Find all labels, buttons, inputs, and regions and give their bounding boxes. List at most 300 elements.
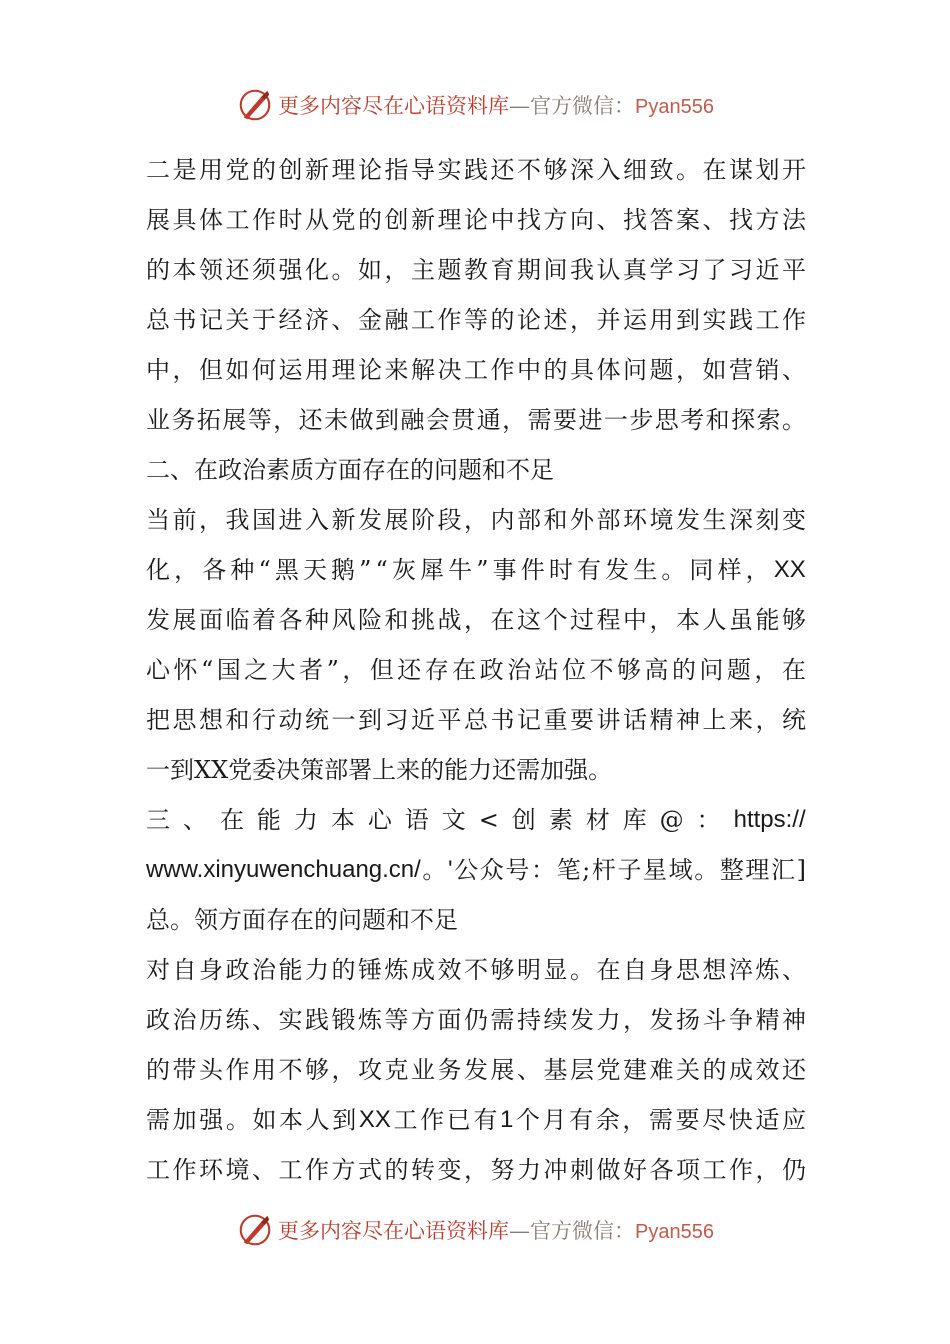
glyph: 找 [729,206,753,234]
glyph: 。 [694,856,719,884]
glyph: 入 [305,506,329,534]
glyph: 近 [411,706,435,734]
glyph: 在 [596,956,621,984]
glyph: 如 [252,1106,277,1134]
glyph: 展 [384,506,409,534]
glyph: 灰 [391,556,416,584]
glyph: 锤 [358,956,382,984]
glyph: 关 [676,1056,700,1084]
glyph: 犀 [420,556,445,584]
glyph: 和 [225,706,250,734]
glyph: 。 [422,856,447,884]
glyph: 创 [511,806,536,834]
glyph: 不 [589,656,614,684]
glyph: 部 [517,506,541,534]
glyph: 够 [543,156,568,184]
glyph: 运 [278,356,303,384]
glyph: 、 [517,1056,541,1084]
glyph: 创 [384,206,409,234]
glyph: 治 [507,656,532,684]
glyph: 深 [729,506,753,534]
glyph: 锻 [331,1006,356,1034]
glyph: 材 [585,806,610,834]
glyph: 身 [199,956,223,984]
glyph: 题 [649,356,674,384]
glyph: 具 [570,356,594,384]
glyph: 问 [623,356,647,384]
glyph: 有 [569,1106,594,1134]
glyph: 还 [490,156,515,184]
pen-nib-circle-icon [236,86,274,124]
glyph: 号 [505,856,530,884]
glyph: 中 [623,606,647,634]
glyph: 具 [172,206,197,234]
paragraph-line [146,545,806,595]
glyph: 一 [603,406,628,434]
glyph: 成 [411,956,435,984]
glyph: 理 [745,856,770,884]
glyph: 炼 [358,1006,382,1034]
glyph: 政 [146,1006,170,1034]
glyph: 用 [305,356,329,384]
glyph: 作 [172,1156,197,1184]
glyph: 作 [782,306,806,334]
glyph: 论 [517,306,541,334]
glyph: 外 [570,506,594,534]
glyph: 治 [252,956,276,984]
paragraph-line [146,595,806,645]
glyph: 会 [425,406,450,434]
glyph: 何 [252,356,276,384]
glyph: 记 [199,306,223,334]
glyph: 间 [543,256,568,284]
glyph: 风 [331,606,356,634]
glyph: 践 [305,1006,329,1034]
section-heading: 二、在政治素质方面存在的问题和不足 [146,456,554,484]
glyph: 业 [411,1056,435,1084]
glyph: 怀 [173,656,198,684]
glyph: 挑 [411,606,435,634]
glyph: 题 [437,256,462,284]
glyph: 。 [331,256,356,284]
glyph: 时 [278,206,303,234]
glyph: 展 [172,606,197,634]
glyph: “ [200,656,214,684]
glyph: 存 [424,656,449,684]
glyph: 发 [464,1056,488,1084]
glyph: 实 [702,306,727,334]
glyph: 须 [252,256,276,284]
glyph: 的 [671,656,696,684]
glyph: 融 [384,306,409,334]
paragraph-line [146,495,806,545]
glyph: 入 [596,156,621,184]
glyph: 环 [199,1156,223,1184]
glyph: 境 [649,506,674,534]
glyph: 问 [699,656,724,684]
glyph: 题 [726,656,751,684]
glyph: 细 [623,156,647,184]
glyph: 冲 [543,1156,568,1184]
glyph: 层 [570,1056,594,1084]
glyph: 种 [230,556,255,584]
paragraph-line [146,695,806,745]
glyph: 理 [331,156,356,184]
glyph: 有 [473,1106,498,1134]
glyph: 和 [705,406,730,434]
paragraph-line [146,195,806,245]
glyph: 发 [146,606,170,634]
glyph: 不 [278,1056,303,1084]
glyph: 平 [437,706,462,734]
glyph: 虽 [729,606,753,634]
glyph: ， [199,506,223,534]
glyph: 论 [358,156,382,184]
glyph: 记 [517,706,541,734]
glyph: ， [464,1156,488,1184]
glyph: 、 [252,1156,276,1184]
glyph: 转 [411,1156,435,1184]
glyph: 神 [676,706,700,734]
glyph: 需 [648,1106,673,1134]
glyph: 、 [596,206,621,234]
glyph: 、 [252,1006,276,1034]
glyph: https:// [733,806,806,833]
glyph: 强 [278,256,303,284]
glyph: 难 [649,1056,674,1084]
banner-text: 更多内容尽在心语资料库—官方微信：Pyan556 [278,1219,714,1243]
glyph: 对 [146,956,170,984]
glyph: 融 [400,406,425,434]
glyph: ， [172,356,197,384]
glyph: 。 [676,156,700,184]
glyph: 化 [146,556,170,584]
glyph: 并 [596,306,621,334]
glyph: 作 [490,356,515,384]
glyph: 位 [562,656,587,684]
glyph: 到 [332,1106,357,1134]
glyph: 力 [596,1006,621,1034]
glyph: ， [570,306,594,334]
glyph: 变 [782,506,806,534]
glyph: 域 [668,856,693,884]
glyph: 种 [305,606,329,634]
glyph: 1 [499,1106,514,1133]
glyph: 扬 [676,1006,700,1034]
glyph: ] [796,856,806,884]
glyph: 效 [755,1056,780,1084]
glyph: 深 [570,156,594,184]
glyph: 、 [702,206,727,234]
glyph: 统 [305,706,329,734]
glyph: 各 [202,556,227,584]
glyph: 济 [305,306,329,334]
glyph: 营 [729,356,753,384]
glyph: 争 [729,1006,753,1034]
glyph: 政 [479,656,504,684]
glyph: 攻 [358,1056,382,1084]
glyph: 需 [527,406,552,434]
paragraph-line [146,295,806,345]
header-watermark-banner [0,83,950,127]
glyph: 作 [225,1056,250,1084]
glyph: 自 [623,956,647,984]
glyph: 进 [578,406,603,434]
glyph: 金 [358,306,382,334]
glyph: 需 [490,1006,515,1034]
glyph: 等 [247,406,272,434]
glyph: 炼 [384,956,409,984]
paragraph-line [146,1045,806,1095]
glyph: 仍 [782,1156,806,1184]
glyph: 有 [576,556,601,584]
glyph: 工 [393,1106,418,1134]
glyph: 笔 [556,856,581,884]
glyph: 找 [517,206,541,234]
paragraph-line [146,995,806,1045]
glyph: 之 [244,656,269,684]
glyph: 库 [622,806,647,834]
glyph: 作 [437,306,462,334]
glyph: 还 [298,406,323,434]
glyph: 生 [702,506,727,534]
glyph: 等 [464,306,488,334]
glyph: 方 [411,1006,435,1034]
glyph: 力 [517,1156,541,1184]
glyph: 三 [146,806,170,834]
glyph: 力 [305,956,329,984]
glyph: 能 [256,806,281,834]
glyph: 持 [517,1006,541,1034]
glyph: 步 [629,406,654,434]
glyph: ， [464,606,488,634]
glyph: 想 [199,706,223,734]
glyph: 面 [437,1006,462,1034]
glyph: 话 [623,706,647,734]
glyph: 认 [596,256,621,284]
glyph: 方 [543,206,568,234]
glyph: 新 [411,206,435,234]
section-heading-line [146,845,806,895]
glyph: 个 [543,606,568,634]
glyph: 用 [199,156,223,184]
glyph: 牛 [448,556,473,584]
glyph: 炼 [755,956,780,984]
glyph: 进 [278,506,303,534]
glyph: 作 [305,1156,329,1184]
glyph: 语 [404,806,429,834]
glyph: 业 [146,406,170,434]
glyph: 法 [782,206,806,234]
glyph: 方 [331,1156,356,1184]
glyph: 做 [349,406,374,434]
glyph: 答 [649,206,674,234]
glyph: 案 [676,206,700,234]
glyph: 方 [755,206,780,234]
paragraph-line [146,1145,806,1195]
glyph: 杆 [591,856,616,884]
glyph: 作 [420,1106,445,1134]
glyph: ， [649,606,674,634]
glyph: 想 [702,956,727,984]
glyph: ” [326,656,339,684]
glyph: 续 [543,1006,568,1034]
glyph: 真 [623,256,647,284]
glyph: ： [696,806,721,834]
glyph: 理 [331,356,356,384]
glyph: ; [582,856,591,884]
glyph: 基 [543,1056,568,1084]
glyph: 于 [252,306,276,334]
glyph: 在 [452,656,477,684]
glyph: < [478,806,499,834]
banner-text: 更多内容尽在心语资料库—官方微信：Pyan556 [278,94,714,118]
glyph: 行 [252,706,276,734]
glyph: 余 [595,1106,620,1134]
glyph: 众 [479,856,504,884]
glyph: 体 [596,356,621,384]
glyph: 素 [548,806,573,834]
glyph: 来 [729,706,753,734]
glyph: 探 [731,406,756,434]
glyph: 务 [171,406,196,434]
glyph: 在 [781,656,806,684]
glyph: 中 [517,356,541,384]
glyph: 运 [623,306,647,334]
glyph: 重 [543,706,568,734]
glyph: 要 [553,406,577,434]
glyph: 克 [384,1056,409,1084]
glyph: 的 [331,956,356,984]
glyph: 实 [278,1006,303,1034]
glyph: 这 [517,606,541,634]
glyph: 主 [411,256,435,284]
glyph: 心 [146,656,170,684]
glyph: 决 [437,356,462,384]
glyph: ， [745,556,770,584]
glyph: 国 [252,506,276,534]
glyph: 够 [782,606,806,634]
glyph: ， [331,1056,356,1084]
glyph: 讲 [596,706,621,734]
glyph: 事 [492,556,517,584]
glyph: 要 [570,706,594,734]
glyph: 历 [199,1006,223,1034]
glyph: 来 [384,356,409,384]
glyph: 统 [782,706,806,734]
glyph: 理 [437,206,462,234]
glyph: ， [273,406,298,434]
glyph: 心 [367,806,392,834]
glyph: 建 [623,1056,647,1084]
glyph: 仍 [464,1006,488,1034]
glyph: 发 [358,506,382,534]
glyph: 星 [643,856,668,884]
glyph: 成 [729,1056,753,1084]
glyph: 期 [517,256,541,284]
glyph: 工 [755,306,780,334]
paragraph-line [146,645,806,695]
glyph: 、 [782,956,806,984]
glyph: 到 [676,306,700,334]
glyph: 销 [755,356,780,384]
glyph: 同 [689,556,714,584]
glyph: 快 [728,1106,753,1134]
glyph: 需 [146,1106,170,1134]
glyph: 面 [199,606,223,634]
glyph: 政 [225,956,250,984]
glyph: ， [622,1106,647,1134]
glyph: 展 [490,1056,515,1084]
glyph: 能 [278,956,303,984]
glyph: 程 [596,606,621,634]
glyph: ： [530,856,555,884]
glyph: 我 [570,256,594,284]
glyph: ” [359,556,372,584]
glyph: 的 [702,1056,727,1084]
glyph: 导 [411,156,435,184]
glyph: ， [384,256,409,284]
glyph: 如 [225,356,250,384]
glyph: 我 [225,506,250,534]
glyph: 险 [358,606,382,634]
glyph: 教 [464,256,488,284]
glyph: 适 [755,1106,780,1134]
glyph: 工 [411,306,435,334]
glyph: 带 [172,1056,197,1084]
glyph: 如 [702,356,727,384]
glyph: “ [258,556,271,584]
glyph: 开 [782,156,806,184]
glyph: 谋 [729,156,753,184]
glyph: 书 [490,706,515,734]
glyph: 的 [146,256,170,284]
glyph: 强 [199,1106,224,1134]
glyph: ” [476,556,489,584]
glyph: 做 [596,1156,621,1184]
glyph: 、 [182,806,207,834]
glyph: 的 [358,206,382,234]
glyph: 好 [623,1156,647,1184]
glyph: 拓 [196,406,221,434]
glyph: 高 [644,656,669,684]
glyph: 习 [729,256,753,284]
glyph: www.xinyuwenchuang.cn/ [146,856,421,883]
glyph: 。 [661,556,686,584]
glyph: XX [773,556,806,583]
glyph: 发 [649,1006,674,1034]
glyph: 近 [755,256,780,284]
glyph: 发 [676,506,700,534]
glyph: 等 [384,1006,409,1034]
glyph: 精 [649,706,674,734]
glyph: 阶 [411,506,435,534]
glyph: 变 [437,1156,462,1184]
glyph: ， [502,406,527,434]
glyph: ， [755,1156,780,1184]
glyph: ， [755,706,780,734]
glyph: 本 [330,806,355,834]
footer-watermark-banner [0,1208,950,1252]
glyph: 化 [305,256,329,284]
glyph: 刻 [755,506,780,534]
glyph: 用 [252,1056,276,1084]
glyph: 找 [623,206,647,234]
glyph: ， [464,506,488,534]
glyph: 刺 [570,1156,594,1184]
glyph: @ [659,806,684,834]
glyph: 够 [617,656,641,684]
